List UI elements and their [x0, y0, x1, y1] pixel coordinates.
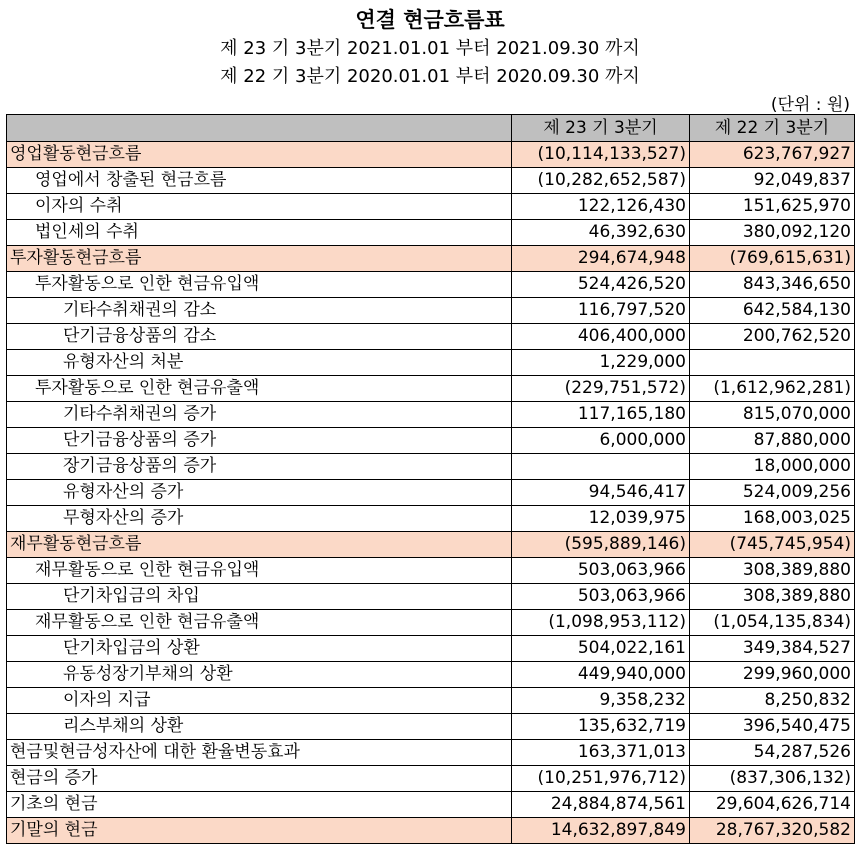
- table-row: [7, 584, 855, 610]
- current-period-value: (595,889,146): [512, 532, 690, 558]
- row-label: 현금및현금성자산에 대한 환율변동효과: [7, 740, 512, 766]
- prior-period-value: 28,767,320,582: [690, 818, 855, 844]
- table-row: [7, 402, 855, 428]
- table-row: [7, 376, 855, 402]
- prior-period-value: 299,960,000: [690, 662, 855, 688]
- table-row: [7, 454, 855, 480]
- table-row: [7, 532, 855, 558]
- row-label: 영업에서 창출된 현금흐름: [7, 168, 512, 194]
- row-label: 단기차입금의 차입: [7, 584, 512, 610]
- current-period-value: 24,884,874,561: [512, 792, 690, 818]
- row-label: 투자활동현금흐름: [7, 246, 512, 272]
- prior-period-value: (1,612,962,281): [690, 376, 855, 402]
- prior-period-value: 168,003,025: [690, 506, 855, 532]
- table-row: [7, 558, 855, 584]
- current-period-value: (10,114,133,527): [512, 142, 690, 168]
- prior-period-value: 151,625,970: [690, 194, 855, 220]
- row-label: 투자활동으로 인한 현금유입액: [7, 272, 512, 298]
- prior-period-value: (745,745,954): [690, 532, 855, 558]
- prior-period-value: 8,250,832: [690, 688, 855, 714]
- table-row: [7, 662, 855, 688]
- prior-period-value: 380,092,120: [690, 220, 855, 246]
- unit-label: (단위 : 원): [770, 95, 850, 115]
- row-label: 기타수취채권의 감소: [7, 298, 512, 324]
- current-period-value: 504,022,161: [512, 636, 690, 662]
- current-period-value: 122,126,430: [512, 194, 690, 220]
- prior-period-value: 18,000,000: [690, 454, 855, 480]
- table-row: [7, 610, 855, 636]
- current-period-value: 46,392,630: [512, 220, 690, 246]
- row-label: 기타수취채권의 증가: [7, 402, 512, 428]
- prior-period-value: 92,049,837: [690, 168, 855, 194]
- prior-period-value: [690, 350, 855, 376]
- prior-period-value: 29,604,626,714: [690, 792, 855, 818]
- row-label: 무형자산의 증가: [7, 506, 512, 532]
- table-row: [7, 792, 855, 818]
- row-label: 단기금융상품의 증가: [7, 428, 512, 454]
- current-period-value: 503,063,966: [512, 558, 690, 584]
- header-blank: [7, 115, 512, 142]
- row-label: 이자의 지급: [7, 688, 512, 714]
- current-period-value: 6,000,000: [512, 428, 690, 454]
- current-period-value: 406,400,000: [512, 324, 690, 350]
- prior-period-value: (769,615,631): [690, 246, 855, 272]
- header-row: [7, 115, 855, 142]
- table-row: [7, 818, 855, 844]
- row-label: 영업활동현금흐름: [7, 142, 512, 168]
- current-period-value: 294,674,948: [512, 246, 690, 272]
- table-row: [7, 480, 855, 506]
- table-row: [7, 298, 855, 324]
- table-row: [7, 714, 855, 740]
- prior-period-value: 349,384,527: [690, 636, 855, 662]
- table-row: [7, 220, 855, 246]
- row-label: 투자활동으로 인한 현금유출액: [7, 376, 512, 402]
- current-period-value: 163,371,013: [512, 740, 690, 766]
- row-label: 재무활동현금흐름: [7, 532, 512, 558]
- row-label: 기말의 현금: [7, 818, 512, 844]
- row-label: 유형자산의 처분: [7, 350, 512, 376]
- statement-title: 연결 현금흐름표: [355, 8, 505, 32]
- current-period-value: 116,797,520: [512, 298, 690, 324]
- current-period-value: (10,251,976,712): [512, 766, 690, 792]
- table-row: [7, 428, 855, 454]
- current-period-value: (1,098,953,112): [512, 610, 690, 636]
- row-label: 현금의 증가: [7, 766, 512, 792]
- prior-period-value: 200,762,520: [690, 324, 855, 350]
- current-period-value: 94,546,417: [512, 480, 690, 506]
- current-period-value: 14,632,897,849: [512, 818, 690, 844]
- prior-period: 제 22 기 3분기 2020.01.01 부터 2020.09.30 까지: [220, 66, 640, 87]
- row-label: 단기금융상품의 감소: [7, 324, 512, 350]
- table-row: [7, 740, 855, 766]
- prior-period-value: 524,009,256: [690, 480, 855, 506]
- table-row: [7, 350, 855, 376]
- current-period-value: (10,282,652,587): [512, 168, 690, 194]
- current-period-value: 9,358,232: [512, 688, 690, 714]
- row-label: 리스부채의 상환: [7, 714, 512, 740]
- current-period-value: (229,751,572): [512, 376, 690, 402]
- row-label: 재무활동으로 인한 현금유출액: [7, 610, 512, 636]
- current-period-value: 135,632,719: [512, 714, 690, 740]
- current-period-value: 117,165,180: [512, 402, 690, 428]
- header-current-period: 제 23 기 3분기: [512, 115, 690, 142]
- row-label: 재무활동으로 인한 현금유입액: [7, 558, 512, 584]
- table-row: [7, 194, 855, 220]
- row-label: 유형자산의 증가: [7, 480, 512, 506]
- table-row: [7, 246, 855, 272]
- row-label: 장기금융상품의 증가: [7, 454, 512, 480]
- table-row: [7, 142, 855, 168]
- header-prior-period: 제 22 기 3분기: [690, 115, 855, 142]
- prior-period-value: (1,054,135,834): [690, 610, 855, 636]
- current-period-value: 1,229,000: [512, 350, 690, 376]
- row-label: 이자의 수취: [7, 194, 512, 220]
- current-period-value: 449,940,000: [512, 662, 690, 688]
- prior-period-value: (837,306,132): [690, 766, 855, 792]
- prior-period-value: 843,346,650: [690, 272, 855, 298]
- prior-period-value: 54,287,526: [690, 740, 855, 766]
- prior-period-value: 396,540,475: [690, 714, 855, 740]
- current-period-value: 524,426,520: [512, 272, 690, 298]
- current-period-value: 503,063,966: [512, 584, 690, 610]
- row-label: 법인세의 수취: [7, 220, 512, 246]
- prior-period-value: 308,389,880: [690, 584, 855, 610]
- current-period-value: [512, 454, 690, 480]
- cash-flow-table: [6, 114, 855, 844]
- prior-period-value: 623,767,927: [690, 142, 855, 168]
- current-period: 제 23 기 3분기 2021.01.01 부터 2021.09.30 까지: [220, 38, 640, 59]
- current-period-value: 12,039,975: [512, 506, 690, 532]
- prior-period-value: 642,584,130: [690, 298, 855, 324]
- row-label: 기초의 현금: [7, 792, 512, 818]
- prior-period-value: 308,389,880: [690, 558, 855, 584]
- table-body: [7, 142, 855, 844]
- table-row: [7, 766, 855, 792]
- row-label: 단기차입금의 상환: [7, 636, 512, 662]
- row-label: 유동성장기부채의 상환: [7, 662, 512, 688]
- table-row: [7, 324, 855, 350]
- table-row: [7, 272, 855, 298]
- table-row: [7, 506, 855, 532]
- prior-period-value: 815,070,000: [690, 402, 855, 428]
- table-row: [7, 688, 855, 714]
- table-row: [7, 636, 855, 662]
- table-row: [7, 168, 855, 194]
- prior-period-value: 87,880,000: [690, 428, 855, 454]
